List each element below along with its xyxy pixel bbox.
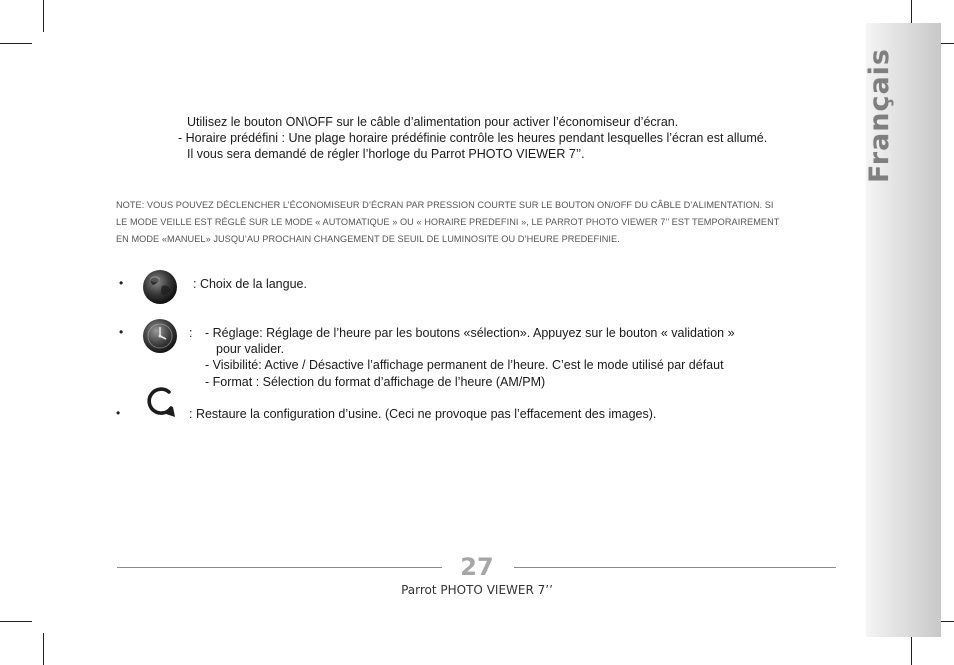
footer-rule-left [117, 567, 442, 568]
note-line-2: LE MODE VEILLE EST RÉGLÉ SUR LE MODE « AUTOMATIQUE » OU « HORAIRE PREDEFINI », LE PARROT PHOTO VIEWER 7’’ EST TEMPORAIREMENT [116, 217, 780, 227]
clock-item-line-2: pour valider. [216, 342, 285, 356]
language-item-text: : Choix de la langue. [193, 277, 307, 291]
clock-item-colon: : [189, 326, 193, 340]
reset-arrow-icon [144, 384, 178, 425]
reset-item-text: : Restaure la configuration d’usine. (Ceci ne provoque pas l’effacement des images). [189, 407, 657, 421]
note-line-1: NOTE: VOUS POUVEZ DÉCLENCHER L’ÉCONOMISEUR D’ÉCRAN PAR PRESSION COURTE SUR LE BOUTON ON/OFF DU CÂBLE D’ALIMENTATION. SI [116, 200, 774, 210]
crop-mark [0, 621, 32, 622]
page-number: 27 [460, 553, 494, 581]
crop-mark [0, 43, 32, 44]
note-line-3: EN MODE «MANUEL» JUSQU’AU PROCHAIN CHANGEMENT DE SEUIL DE LUMINOSITE OU D’HEURE PREDEFINIE. [116, 234, 620, 244]
product-name: Parrot PHOTO VIEWER 7’’ [401, 583, 553, 597]
note-paragraph [116, 197, 840, 248]
language-tab-text: Français [864, 47, 896, 183]
clock-item-line-3: - Visibilité: Active / Désactive l’affichage permanent de l’heure. C’est le mode utilisé par défaut [205, 358, 724, 372]
bullet: • [119, 276, 124, 290]
crop-mark [43, 0, 44, 32]
bullet: • [116, 406, 121, 420]
language-tab-label [850, 47, 910, 183]
footer-rule-right [514, 567, 836, 568]
crop-mark [911, 633, 912, 665]
globe-icon [142, 269, 178, 310]
intro-line-2: - Horaire prédéfini : Une plage horaire prédéfinie contrôle les heures pendant lesquelles l’écran est allumé. [178, 131, 768, 145]
clock-item-line-4: - Format : Sélection du format d’affichage de l’heure (AM/PM) [205, 375, 546, 389]
clock-icon [142, 318, 178, 359]
clock-item-line-1: - Réglage: Réglage de l’heure par les boutons «sélection». Appuyez sur le bouton « validation » [205, 326, 735, 340]
intro-line-1: Utilisez le bouton ON\OFF sur le câble d’alimentation pour activer l’économiseur d’écran. [187, 115, 679, 129]
bullet: • [119, 325, 124, 339]
crop-mark [43, 633, 44, 665]
intro-line-3: Il vous sera demandé de régler l’horloge du Parrot PHOTO VIEWER 7’’. [187, 147, 585, 161]
